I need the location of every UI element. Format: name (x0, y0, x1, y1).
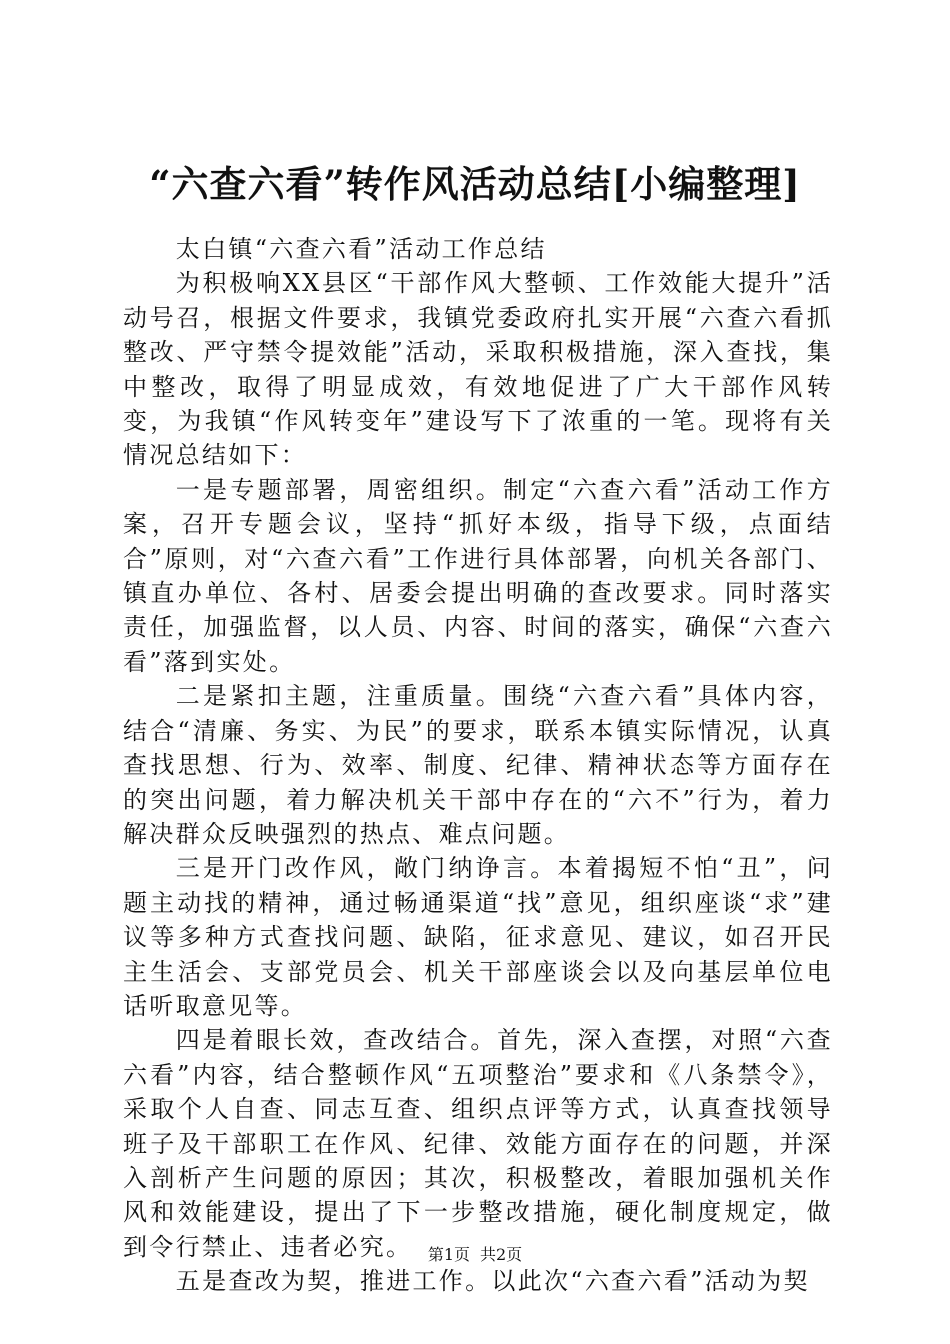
paragraph-subtitle: 太白镇“六查六看”活动工作总结 (175, 235, 547, 263)
document-title: “六查六看”转作风活动总结[小编整理] (149, 162, 801, 206)
paragraph-point-5: 五是查改为契，推进工作。以此次“六查六看”活动为契 (175, 1267, 810, 1296)
page-number-total: 共2页 (480, 1245, 523, 1264)
paragraph-point-2: 二是紧扣主题，注重质量。围绕“六查六看”具体内容，结合“清廉、务实、为民”的要求，联系本镇实际情况，认真查找思想、行为、效率、制度、纪律、精神状态等方面存在的突出问题，着力解决机关干部中存在的“六不”行为，着力解决群众反映强烈的热点、难点问题。 (123, 682, 833, 848)
paragraph-point-3: 三是开门改作风，敞门纳诤言。本着揭短不怕“丑”，问题主动找的精神，通过畅通渠道“找”意见，组织座谈“求”建议等多种方式查找问题、缺陷，征求意见、建议，如召开民主生活会、支部党员会、机关干部座谈会以及向基层单位电话听取意见等。 (123, 854, 833, 1020)
page-footer (0, 1244, 950, 1266)
paragraph-intro: 为积极响XX县区“干部作风大整顿、工作效能大提升”活动号召，根据文件要求，我镇党委政府扎实开展“六查六看抓整改、严守禁令提效能”活动，采取积极措施，深入查找，集中整改，取得了明显成效，有效地促进了广大干部作风转变，为我镇“作风转变年”建设写下了浓重的一笔。现将有关情况总结如下： (123, 269, 833, 470)
document-body (123, 232, 833, 1299)
page-number-current: 第1页 (427, 1245, 470, 1264)
paragraph-point-4: 四是着眼长效，查改结合。首先，深入查摆，对照“六查六看”内容，结合整顿作风“五项整治”要求和《八条禁令》，采取个人自查、同志互查、组织点评等方式，认真查找领导班子及干部职工在作风、纪律、效能方面存在的问题，并深入剖析产生问题的原因；其次，积极整改，着眼加强机关作风和效能建设，提出了下一步整改措施，硬化制度规定，做到令行禁止、违者必究。 (123, 1026, 833, 1261)
paragraph-point-1: 一是专题部署，周密组织。制定“六查六看”活动工作方案，召开专题会议，坚持“抓好本级，指导下级，点面结合”原则，对“六查六看”工作进行具体部署，向机关各部门、镇直办单位、各村、居委会提出明确的查改要求。同时落实责任，加强监督，以人员、内容、时间的落实，确保“六查六看”落到实处。 (123, 475, 833, 676)
